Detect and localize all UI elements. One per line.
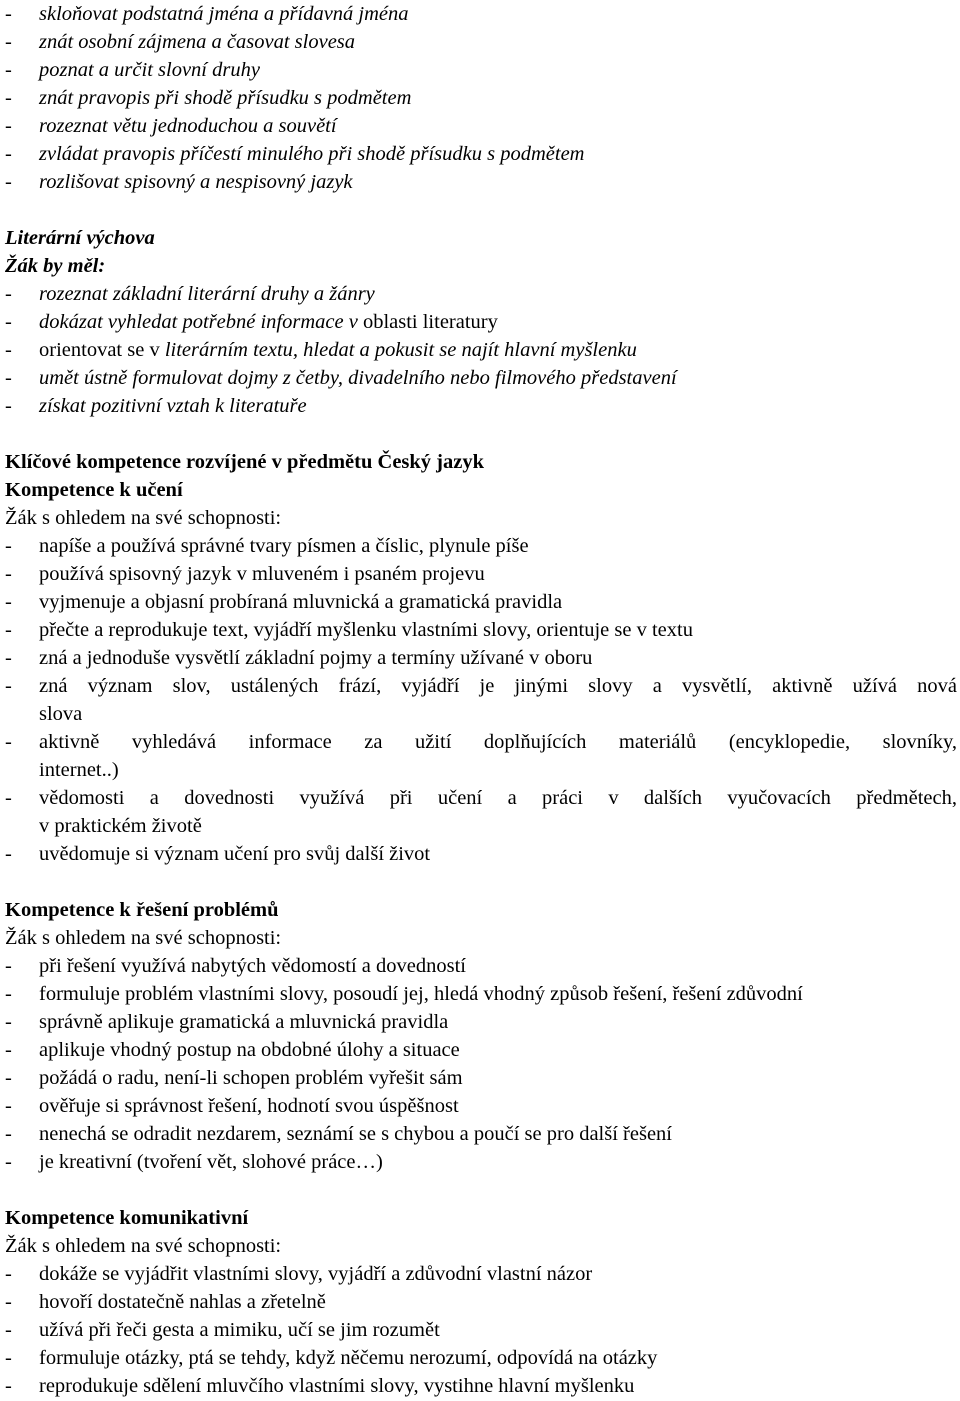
list-item: - napíše a používá správné tvary písmen a číslic, plynule píše [5, 535, 529, 557]
list-item: - nenechá se odradit nezdarem, seznámí se s chybou a poučí se pro další řešení [5, 1123, 672, 1145]
list-item: - užívá při řeči gesta a mimiku, učí se jim rozumět [5, 1319, 440, 1341]
list-item: - reprodukuje sdělení mluvčího vlastními slovy, vystihne hlavní myšlenku [5, 1375, 635, 1397]
list-item: - používá spisovný jazyk v mluveném i psaném projevu [5, 563, 485, 585]
list-item: - dokázat vyhledat potřebné informace v oblasti literatury [5, 311, 498, 333]
list-item: - zná význam slov, ustálených frází, vyjádří je jinými slovy a vysvětlí, aktivně užívá nová [5, 675, 957, 697]
list-item: - přečte a reprodukuje text, vyjádří myšlenku vlastními slovy, orientuje se v textu [5, 619, 693, 641]
list-item: - požádá o radu, není-li schopen problém vyřešit sám [5, 1067, 463, 1089]
literary-section [5, 224, 957, 420]
list-item: - rozlišovat spisovný a nespisovný jazyk [5, 171, 353, 193]
problem-solving-section [5, 896, 957, 1176]
list-item: - získat pozitivní vztah k literatuře [5, 395, 307, 417]
section-heading: Kompetence komunikativní [5, 1207, 249, 1229]
spacer [5, 420, 957, 448]
section-intro: Žák s ohledem na své schopnosti: [5, 507, 282, 529]
list-item: - znát pravopis při shodě přísudku s podmětem [5, 87, 412, 109]
section-heading: Kompetence k učení [5, 479, 183, 501]
list-item: - formuluje problém vlastními slovy, posoudí jej, hledá vhodný způsob řešení, řešení zdůvodní [5, 983, 803, 1005]
list-item: - uvědomuje si význam učení pro svůj další život [5, 843, 431, 865]
list-item: - aktivně vyhledává informace za užití doplňujících materiálů (encyklopedie, slovníky, [5, 731, 957, 753]
list-item-continuation: v praktickém životě [39, 815, 202, 837]
list-item: - hovoří dostatečně nahlas a zřetelně [5, 1291, 326, 1313]
list-item: - rozeznat větu jednoduchou a souvětí [5, 115, 337, 137]
list-item: - aplikuje vhodný postup na obdobné úlohy a situace [5, 1039, 460, 1061]
section-subheading: Žák by měl: [5, 255, 106, 277]
list-item: - při řešení využívá nabytých vědomostí a dovedností [5, 955, 466, 977]
list-item: - umět ústně formulovat dojmy z četby, divadelního nebo filmového představení [5, 367, 677, 389]
list-item-continuation: slova [39, 703, 83, 725]
spacer [5, 1176, 957, 1204]
list-item: - vyjmenuje a objasní probíraná mluvnická a gramatická pravidla [5, 591, 563, 613]
spacer [5, 868, 957, 896]
section-heading: Literární výchova [5, 227, 155, 249]
list-item: - znát osobní zájmena a časovat slovesa [5, 31, 356, 53]
list-item: - ověřuje si správnost řešení, hodnotí svou úspěšnost [5, 1095, 459, 1117]
list-item: - poznat a určit slovní druhy [5, 59, 260, 81]
learning-section [5, 476, 957, 868]
document-page [5, 0, 957, 1400]
list-item: - zná a jednoduše vysvětlí základní pojmy a termíny užívané v oboru [5, 647, 593, 669]
spacer [5, 196, 957, 224]
grammar-list [5, 0, 957, 196]
list-item: - je kreativní (tvoření vět, slohové práce…) [5, 1151, 383, 1173]
list-item: - skloňovat podstatná jména a přídavná jména [5, 3, 409, 25]
list-item-continuation: internet..) [39, 759, 119, 781]
list-item: - dokáže se vyjádřit vlastními slovy, vyjádří a zdůvodní vlastní názor [5, 1263, 593, 1285]
list-item: - vědomosti a dovednosti využívá při učení a práci v dalších vyučovacích předmětech, [5, 787, 957, 809]
list-item: - orientovat se v literárním textu, hledat a pokusit se najít hlavní myšlenku [5, 339, 637, 361]
list-item: - rozeznat základní literární druhy a žánry [5, 283, 375, 305]
list-item: - formuluje otázky, ptá se tehdy, když něčemu nerozumí, odpovídá na otázky [5, 1347, 658, 1369]
section-intro: Žák s ohledem na své schopnosti: [5, 927, 282, 949]
list-item: - zvládat pravopis příčestí minulého při shodě přísudku s podmětem [5, 143, 585, 165]
key-competences-title: Klíčové kompetence rozvíjené v předmětu Český jazyk [5, 451, 484, 473]
communication-section [5, 1204, 957, 1400]
section-intro: Žák s ohledem na své schopnosti: [5, 1235, 282, 1257]
list-item: - správně aplikuje gramatická a mluvnická pravidla [5, 1011, 449, 1033]
section-heading: Kompetence k řešení problémů [5, 899, 279, 921]
